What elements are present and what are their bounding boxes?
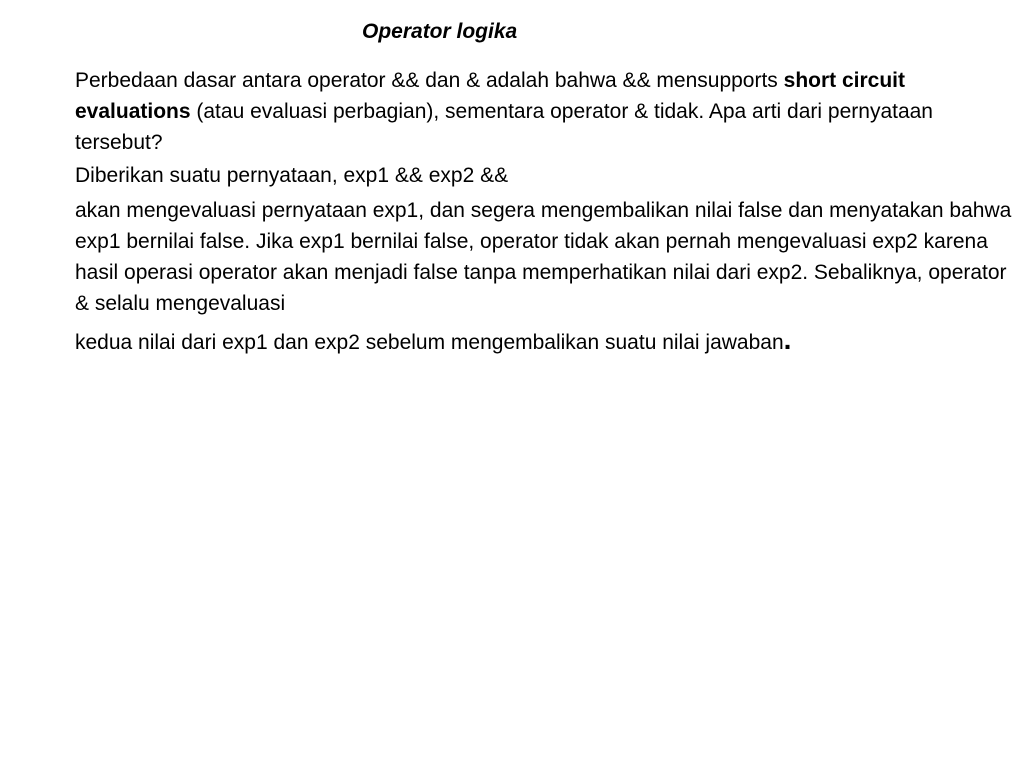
paragraph-intro-text-before: Perbedaan dasar antara operator && dan & adalah bahwa && mensupports (75, 69, 784, 92)
paragraph-intro-bold-term: short circuit evaluations (75, 69, 905, 123)
paragraph-conclusion-text: kedua nilai dari exp1 dan exp2 sebelum mengembalikan suatu nilai jawaban (75, 331, 784, 354)
paragraph-explanation: akan mengevaluasi pernyataan exp1, dan segera mengembalikan nilai false dan menyatakan bahwa exp1 bernilai false. Jika exp1 bernilai false, operator tidak akan pernah mengevaluasi exp2 karena hasil operasi operator akan menjadi false tanpa memperhatikan nilai dari exp2. Sebaliknya, operator & selalu mengevaluasi (75, 199, 1012, 315)
paragraph-conclusion (75, 324, 1015, 358)
paragraph-intro-text-after: (atau evaluasi perbagian), sementara operator & tidak. Apa arti dari pernyataan tersebut? (75, 100, 933, 154)
slide-title: Operator logika (362, 20, 518, 43)
slide-body (75, 65, 1015, 358)
paragraph-intro (75, 65, 1015, 158)
paragraph-statement: Diberikan suatu pernyataan, exp1 && exp2 && (75, 164, 509, 187)
paragraph-conclusion-period: . (783, 324, 792, 355)
